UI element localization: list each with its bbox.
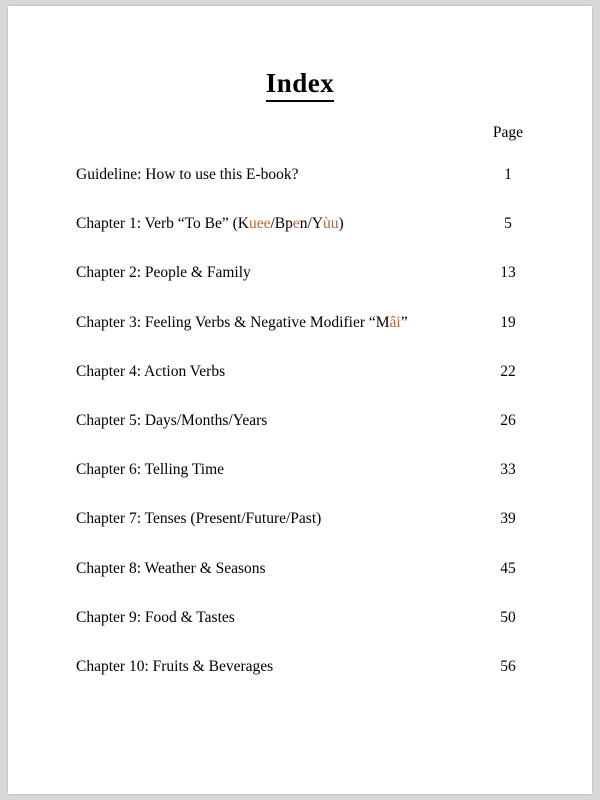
toc-entry-label[interactable]: Chapter 10: Fruits & Beverages <box>76 657 274 675</box>
toc-entry-label[interactable]: Chapter 2: People & Family <box>76 264 251 282</box>
toc-entry-page-number: 19 <box>500 313 516 331</box>
toc-entry[interactable] <box>8 609 592 658</box>
toc-entry-label[interactable]: Chapter 4: Action Verbs <box>76 362 226 380</box>
toc-entry-label[interactable]: Guideline: How to use this E-book? <box>76 166 299 183</box>
toc-entry[interactable] <box>8 560 592 609</box>
toc-entry[interactable] <box>8 215 592 264</box>
toc-entry[interactable] <box>8 461 592 510</box>
table-of-contents <box>8 166 592 707</box>
toc-entry-label[interactable]: Chapter 6: Telling Time <box>76 461 225 479</box>
page-title <box>8 68 592 99</box>
toc-entry[interactable] <box>8 314 592 363</box>
toc-entry[interactable] <box>8 658 592 707</box>
page-title-text: Index <box>266 68 335 102</box>
toc-entry[interactable] <box>8 510 592 559</box>
toc-entry[interactable] <box>8 264 592 313</box>
toc-entry[interactable] <box>8 412 592 461</box>
toc-entry-page-number: 39 <box>500 510 516 528</box>
toc-entry-page-number: 5 <box>504 215 512 233</box>
toc-entry[interactable] <box>8 166 592 215</box>
toc-entry-label[interactable]: Chapter 5: Days/Months/Years <box>76 411 268 429</box>
toc-entry-label[interactable]: Chapter 8: Weather & Seasons <box>76 559 266 577</box>
page-column-header-label: Page <box>492 124 524 141</box>
toc-entry-label[interactable]: Chapter 7: Tenses (Present/Future/Past) <box>76 510 322 528</box>
toc-entry-page-number: 56 <box>500 657 516 675</box>
toc-entry-label[interactable]: Chapter 3: Feeling Verbs & Negative Modifier “Mâi” <box>76 313 408 331</box>
toc-entry-page-number: 13 <box>500 264 516 282</box>
toc-entry-page-number: 45 <box>500 559 516 577</box>
toc-entry-page-number: 50 <box>500 608 516 626</box>
toc-entry-page-number: 33 <box>500 461 516 479</box>
toc-entry-page-number: 26 <box>500 411 516 429</box>
toc-entry-page-number: 1 <box>504 166 512 183</box>
document-page <box>8 6 592 794</box>
toc-entry-label[interactable]: Chapter 9: Food & Tastes <box>76 608 235 626</box>
toc-entry[interactable] <box>8 363 592 412</box>
toc-entry-page-number: 22 <box>500 362 516 380</box>
toc-entry-label[interactable]: Chapter 1: Verb “To Be” (Kuee/Bpen/Yùu) <box>76 215 344 233</box>
